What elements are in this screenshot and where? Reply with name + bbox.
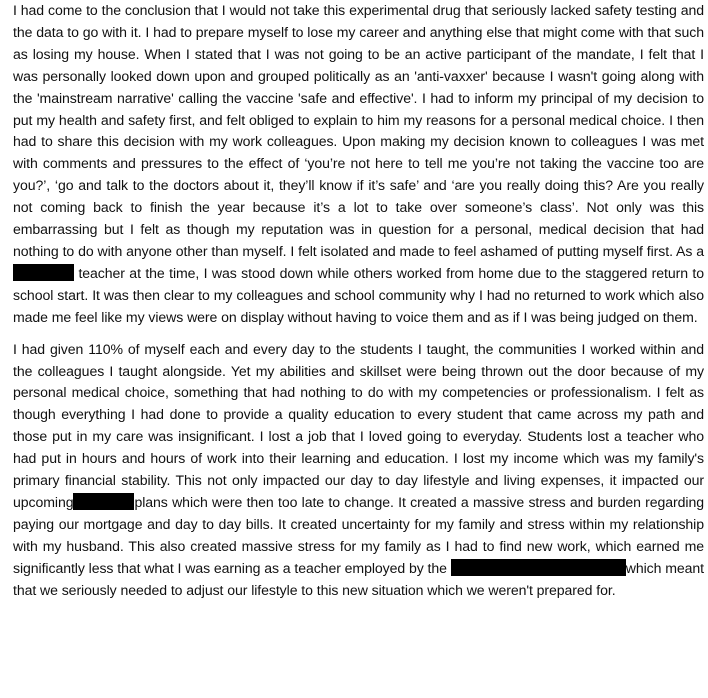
paragraph-2-text-part-1: I had given 110% of myself each and every day to the students I taught, the communities I worked within and the colleagues I taught alongside. Yet my abilities and skillset were being thrown out the door because of my personal medical choice, something that had nothing to do with my competencies or professionalism. I felt as though everything I had done to provide a quality education to every student that came across my path and those put in my care was insignificant. I lost a job that I loved going to everyday. Students lost a teacher who had put in hours and hours of work into their learning and education. I lost my income which was my family's primary financial stability. This not only impacted our day to day lifestyle and living expenses, it impacted our upcoming xyxy=(13,340,704,510)
paragraph-1 xyxy=(13,0,704,329)
redaction-block xyxy=(13,264,74,281)
paragraph-2-text-part-2: plans which were then too late to change. It created a massive stress and burden regarding paying our mortgage and day to day bills. It created uncertainty for my family and stress within my relationship with my husband. This also created massive stress for my family as I had to find new work, which earned me significantly less that what I was earning as a teacher employed by the xyxy=(13,493,704,576)
redaction-block xyxy=(73,493,134,510)
paragraph-1-text-before-redaction: I had come to the conclusion that I would not take this experimental drug that seriously lacked safety testing and the data to go with it. I had to prepare myself to lose my career and anything else that might come with that such as losing my house. When I stated that I was not going to be an active participant of the mandate, I felt that I was personally looked down upon and grouped politically as an 'anti-vaxxer' because I wasn't going along with the 'mainstream narrative' calling the vaccine 'safe and effective'. I had to inform my principal of my decision to put my health and safety first, and felt obliged to explain to him my reasons for a personal medical choice. I then had to share this decision with my work colleagues. Upon making my decision known to colleagues I was met with comments and pressures to the effect of ‘you’re not here to tell me you’re not taking the vaccine too are you?’, ‘go and talk to the doctors about it, they’ll know if it’s safe’ and ‘are you really doing this? Are you really not coming back to finish the year because it’s a lot to take over someone’s class’. Not only was this embarrassing but I felt as though my reputation was in question for a personal, medical decision that had nothing to do with anyone other than myself. I felt isolated and made to feel ashamed of putting myself first. As a xyxy=(13,2,704,259)
paragraph-1-text-after-redaction: teacher at the time, I was stood down while others worked from home due to the staggered return to school start. It was then clear to my colleagues and school community why I had no returned to work which also made me feel like my views were on display without having to voice them and as if I was being judged on them. xyxy=(13,264,704,325)
redaction-block xyxy=(451,559,626,576)
paragraph-2-text-part-3: which meant that we seriously needed to adjust our lifestyle to this new situation which we weren't prepared for. xyxy=(13,559,704,598)
paragraph-2 xyxy=(13,339,704,602)
